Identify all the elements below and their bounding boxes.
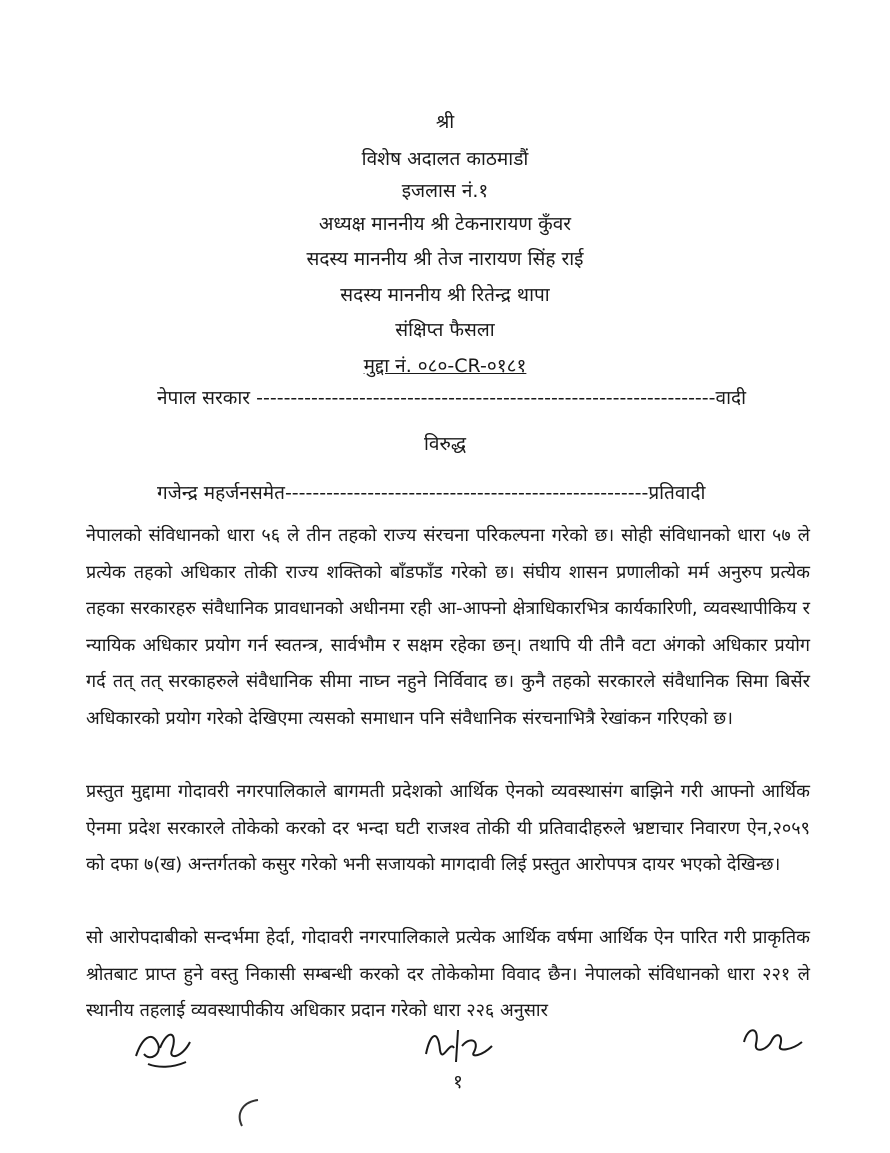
- plaintiff-role: वादी: [715, 387, 746, 409]
- versus: विरुद्ध: [423, 433, 467, 455]
- paragraph-1: नेपालको संविधानको धारा ५६ ले तीन तहको राज्य संरचना परिकल्पना गरेको छ। सोही संविधानको धारा ५७ ले प्रत्येक तहको अधिकार तोकी राज्य शक्तिको बाँडफाँड गरेको छ। संघीय शासन प्रणालीको मर्म अनुरुप प्रत्येक तहका सरकारहरु संवैधानिक प्रावधानको अधीनमा रही आ-आफ्नो क्षेत्राधिकारभित्र कार्यकारिणी, व्यवस्थापीकिय र न्यायिक अधिकार प्रयोग गर्न स्वतन्त्र, सार्वभौम र सक्षम रहेका छन्। तथापि यी तीनै वटा अंगको अधिकार प्रयोग गर्द तत् तत् सरकाहरुले संवैधानिक सीमा नाघ्न नहुने निर्विवाद छ। कुनै तहको सरकारले संवैधानिक सिमा बिर्सेर अधिकारको प्रयोग गरेको देखिएमा त्यसको समाधान पनि संवैधानिक संरचनाभित्रै रेखांकन गरिएको छ।: [86, 525, 810, 729]
- defendant-line: [157, 481, 705, 505]
- signature-right: [738, 1020, 808, 1060]
- signature-middle: [420, 1020, 500, 1070]
- page-number: १: [453, 1071, 463, 1093]
- honorific: श्री: [435, 111, 455, 133]
- member-judge-2: सदस्य माननीय श्री रितेन्द्र थापा: [340, 284, 550, 306]
- paragraph-2: प्रस्तुत मुद्दामा गोदावरी नगरपालिकाले बागमती प्रदेशको आर्थिक ऐनको व्यवस्थासंग बाझिने गरी आफ्नो आर्थिक ऐनमा प्रदेश सरकारले तोकेको करको दर भन्दा घटी राजश्व तोकी यी प्रतिवादीहरुले भ्रष्टाचार निवारण ऐन,२०५९ को दफा ७(ख) अन्तर्गतको कसुर गरेको भनी सजायको मागदावी लिई प्रस्तुत आरोपपत्र दायर भएको देखिन्छ।: [86, 781, 810, 875]
- paragraph-3: सो आरोपदाबीको सन्दर्भमा हेर्दा, गोदावरी नगरपालिकाले प्रत्येक आर्थिक वर्षमा आर्थिक ऐन पारित गरी प्राकृतिक श्रोतबाट प्राप्त हुने वस्तु निकासी सम्बन्धी करको दर तोकेकोमा विवाद छैन। नेपालको संविधानको धारा २२१ ले स्थानीय तहलाई व्यवस्थापीकीय अधिकार प्रदान गरेको धारा २२६ अनुसार: [86, 927, 810, 1021]
- bench-number: इजलास नं.१: [401, 180, 489, 202]
- defendant-name: गजेन्द्र महर्जनसमेत: [157, 482, 285, 504]
- court-name: विशेष अदालत काठमाडौं: [361, 148, 529, 170]
- plaintiff-line: [157, 386, 746, 410]
- member-judge-1: सदस्य माननीय श्री तेज नारायण सिंह राई: [306, 248, 584, 270]
- plaintiff-name: नेपाल सरकार: [157, 387, 251, 409]
- document-title: संक्षिप्त फैसला: [395, 319, 495, 341]
- presiding-judge: अध्यक्ष माननीय श्री टेकनारायण कुँवर: [318, 213, 572, 235]
- defendant-role: प्रतिवादी: [648, 482, 706, 504]
- defendant-dashes: -----------------------------------------------------: [284, 482, 649, 504]
- signature-left: [128, 1018, 198, 1076]
- ink-mark: [230, 1094, 270, 1134]
- plaintiff-dashes: -------------------------------------------------------------------: [256, 387, 716, 409]
- case-number: मुद्दा नं. ०८०-CR-०१८१: [363, 355, 527, 377]
